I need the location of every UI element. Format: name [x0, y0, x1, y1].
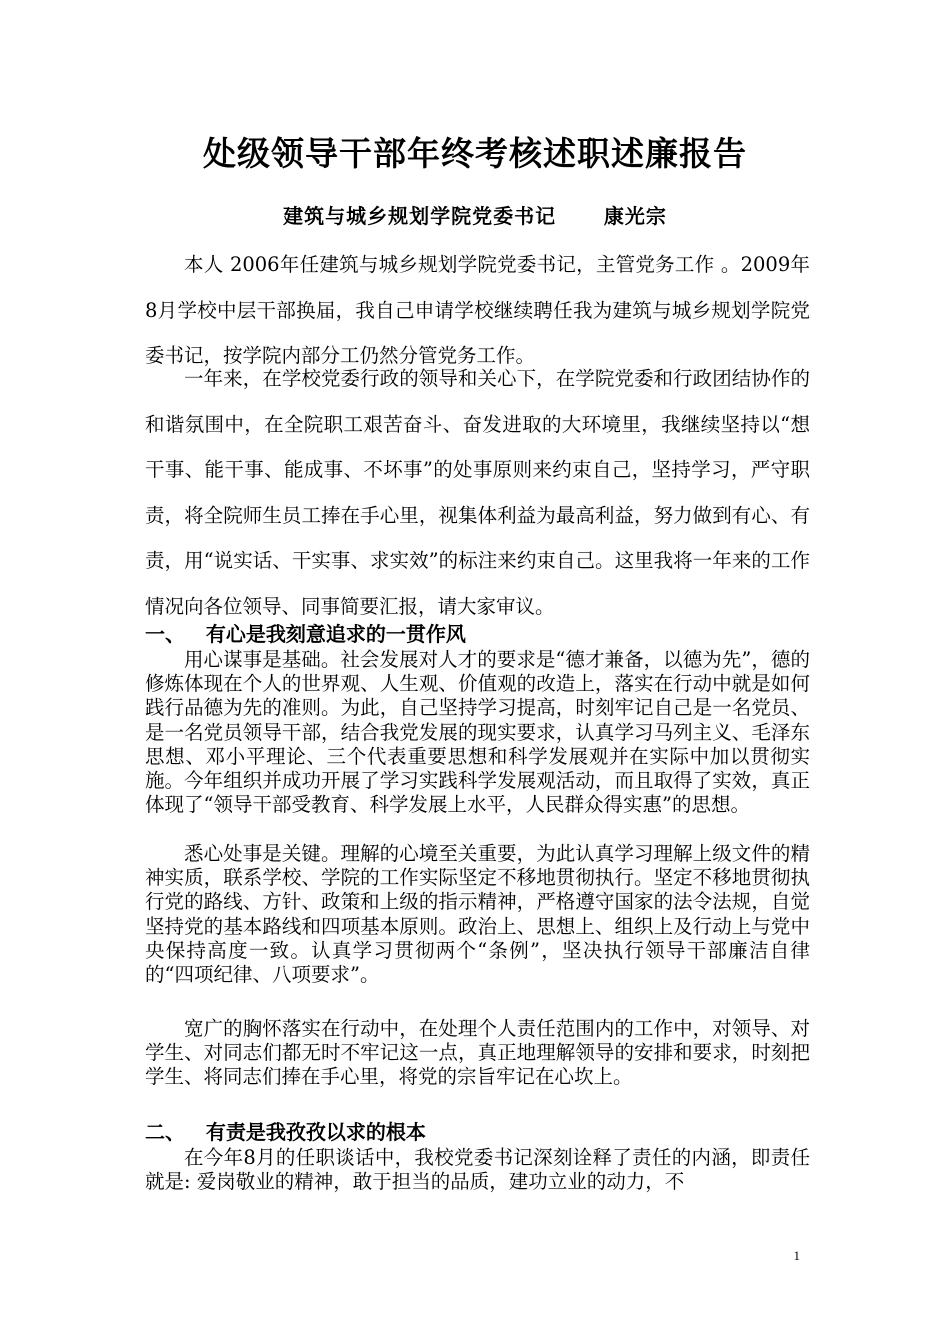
intro-paragraph-2: 一年来，在学校党委行政的领导和关心下，在学院党委和行政团结协作的和谐氛围中，在全院职工艰苦奋斗、奋发进取的大环境里，我继续坚持以“想干事、能干事、能成事、不坏事”的处事原则来约束自己，坚持学习，严守职责，将全院师生员工捧在手心里，视集体利益为最高利益，努力做到有心、有责，用“说实话、干实事、求实效”的标注来约束自己。这里我将一年来的工作情况向各位领导、同事简要汇报，请大家审议。: [145, 367, 810, 618]
document-title: 处级领导干部年终考核述职述廉报告: [203, 134, 747, 173]
section-1-paragraph-2: 悉心处事是关键。理解的心境至关重要，为此认真学习理解上级文件的精神实质，联系学校、学院的工作实际坚定不移地贯彻执行。坚定不移地贯彻执行党的路线、方针、政策和上级的指示精神，严格遵守国家的法令法规，自觉坚持党的基本路线和四项基本原则。政治上、思想上、组织上及行动上与党中央保持高度一致。认真学习贯彻两个“条例”，坚决执行领导干部廉洁自律的“四项纪律、八项要求”。: [145, 842, 810, 987]
section-1-heading: 一、 有心是我刻意追求的一贯作风: [145, 622, 466, 646]
section-2-heading: 二、 有责是我孜孜以求的根本: [145, 1120, 426, 1144]
section-2-paragraph-1: 在今年8月的任职谈话中，我校党委书记深刻诠释了责任的内涵，即责任就是: 爱岗敬业的精神，敢于担当的品质，建功立业的动力，不: [145, 1146, 810, 1194]
intro-paragraph-1: 本人 2006年任建筑与城乡规划学院党委书记，主管党务工作 。2009年8月学校中层干部换届，我自己申请学校继续聘任我为建筑与城乡规划学院党委书记，按学院内部分工仍然分管党务工作。: [145, 253, 810, 367]
section-1-paragraph-1: 用心谋事是基础。社会发展对人才的要求是“德才兼备，以德为先”，德的修炼体现在个人的世界观、人生观、价值观的改造上，落实在行动中就是如何践行品德为先的准则。为此，自己坚持学习提高，时刻牢记自己是一名党员、是一名党员领导干部，结合我党发展的现实要求，认真学习马列主义、毛泽东思想、邓小平理论、三个代表重要思想和科学发展观并在实际中加以贯彻实施。今年组织并成功开展了学习实践科学发展观活动，而且取得了实效，真正体现了“领导干部受教育、科学发展上水平，人民群众得实惠”的思想。: [145, 648, 810, 817]
page-number: 1: [793, 1248, 800, 1263]
author-line: 建筑与城乡规划学院党委书记 康光宗: [283, 204, 667, 228]
section-1-paragraph-3: 宽广的胸怀落实在行动中，在处理个人责任范围内的工作中，对领导、对学生、对同志们都无时不牢记这一点，真正地理解领导的安排和要求，时刻把学生、将同志们捧在手心里，将党的宗旨牢记在心坎上。: [145, 1017, 810, 1089]
